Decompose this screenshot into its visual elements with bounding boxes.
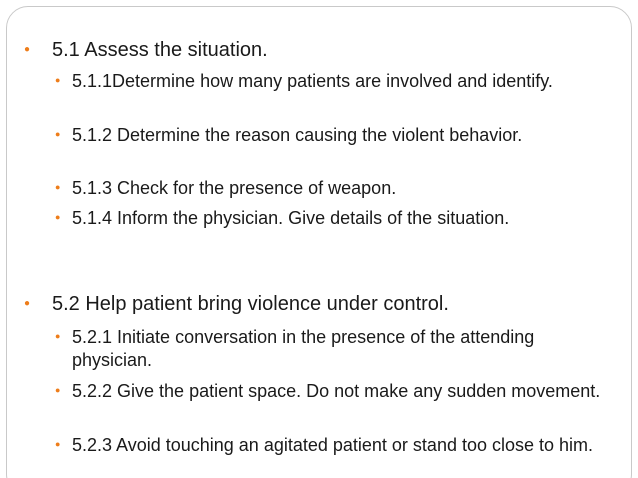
bullet-icon: ●	[55, 129, 61, 139]
bullet-icon: ●	[24, 44, 31, 55]
list-item	[55, 434, 602, 457]
list-item	[55, 207, 602, 230]
bullet-icon: ●	[55, 331, 61, 341]
list-item	[55, 380, 602, 403]
section-heading-5-1	[24, 38, 612, 64]
list-item-text: 5.2.2 Give the patient space. Do not make any sudden movement.	[72, 381, 601, 401]
bullet-icon: ●	[55, 439, 61, 449]
list-item-text: 5.1.3 Check for the presence of weapon.	[72, 178, 397, 198]
section-heading-text: 5.1 Assess the situation.	[52, 39, 268, 61]
list-item	[55, 124, 602, 147]
list-item-text: 5.1.1Determine how many patients are involved and identify.	[72, 71, 553, 91]
list-item-text: 5.2.3 Avoid touching an agitated patient or stand too close to him.	[72, 435, 594, 455]
list-item	[55, 326, 602, 372]
bullet-icon: ●	[24, 298, 31, 309]
list-item-text: 5.2.1 Initiate conversation in the presence of the attending physician.	[72, 327, 535, 371]
list-item	[55, 177, 602, 200]
bullet-icon: ●	[55, 75, 61, 85]
list-item	[55, 70, 602, 93]
section-heading-text: 5.2 Help patient bring violence under control.	[52, 293, 449, 315]
bullet-icon: ●	[55, 182, 61, 192]
list-item-text: 5.1.4 Inform the physician. Give details of the situation.	[72, 208, 510, 228]
bullet-icon: ●	[55, 212, 61, 222]
section-heading-5-2	[24, 292, 612, 318]
list-item-text: 5.1.2 Determine the reason causing the violent behavior.	[72, 125, 523, 145]
bullet-icon: ●	[55, 385, 61, 395]
